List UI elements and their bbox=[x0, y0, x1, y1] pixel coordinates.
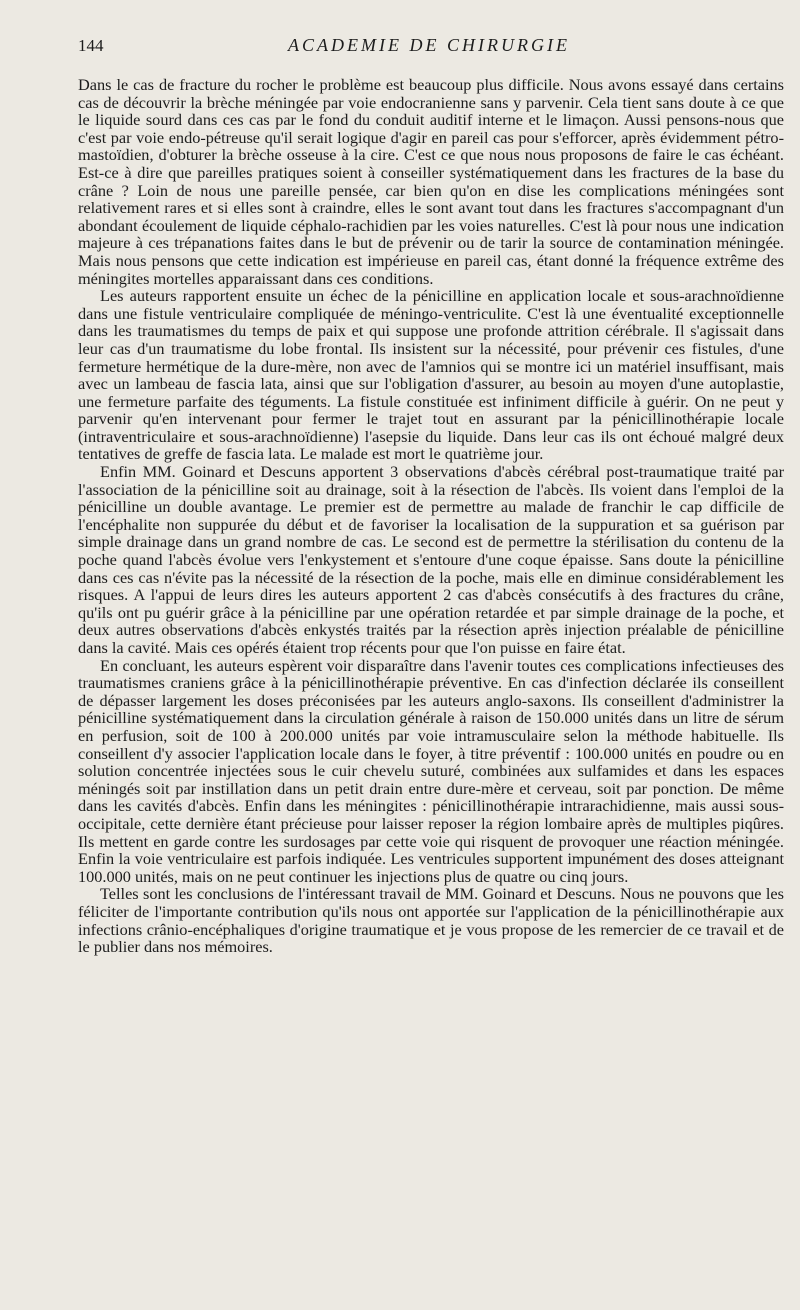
paragraph: Telles sont les conclusions de l'intéressant travail de MM. Goinard et Descuns. Nous ne pouvons que les féliciter de l'importante contribution qu'ils nous ont apportée sur l'application de la pénicillinothérapie aux infections crânio-encéphaliques d'origine traumatique et je vous propose de les remercier de ce travail et de le publier dans nos mémoires. bbox=[78, 884, 784, 957]
paragraph: Les auteurs rapportent ensuite un échec de la pénicilline en application locale et sous-arachnoïdienne dans une fistule ventriculaire compliquée de méningo-ventriculite. C'est là une éventualité exceptionnelle dans les traumatismes du temps de paix et qui suppose une profonde attrition cérébrale. Il s'agissait dans leur cas d'un traumatisme du lobe frontal. Ils insistent sur la nécessité, pour prévenir ces fistules, d'une fermeture hermétique de la dure-mère, non avec de l'amnios qui se montre ici un matériel insuffisant, mais avec un lambeau de fascia lata, ainsi que sur l'obligation d'assurer, au besoin au moyen d'une autoplastie, une fermeture parfaite des téguments. La fistule constituée est infiniment difficile à guérir. On ne peut y parvenir qu'en intervenant pour fermer le trajet tout en assurant par la pénicillinothérapie locale (intraventriculaire et sous-arachnoïdienne) l'asepsie du liquide. Dans leur cas ils ont échoué malgré deux tentatives de greffe de fascia lata. Le malade est mort le quatrième jour. bbox=[78, 286, 784, 464]
paragraph: Enfin MM. Goinard et Descuns apportent 3 observations d'abcès cérébral post-traumatique traité par l'association de la pénicilline soit au drainage, soit à la résection de l'abcès. Ils voient dans l'emploi de la pénicilline un double avantage. Le premier est de permettre au malade de franchir le cap difficile de l'encéphalite non suppurée du début et de favoriser la localisation de la suppuration et sa guérison par simple drainage dans un grand nombre de cas. Le second est de permettre la stérilisation du contenu de la poche quand l'abcès évolue vers l'enkystement et s'entoure d'une coque épaisse. Sans doute la pénicilline dans ces cas n'évite pas la nécessité de la résection de la poche, mais elle en diminue considérablement les risques. A l'appui de leurs dires les auteurs apportent 2 cas d'abcès consécutifs à des fractures du crâne, qu'ils ont pu guérir grâce à la pénicilline par une opération retardée et par simple drainage de la poche, et deux autres observations d'abcès enkystés traités par la résection après injection préalable de pénicilline dans la cavité. Mais ces opérés étaient trop récents pour que l'on puisse en faire état. bbox=[78, 462, 784, 657]
paragraph: En concluant, les auteurs espèrent voir disparaître dans l'avenir toutes ces complications infectieuses des traumatismes craniens grâce à la pénicillinothérapie préventive. En cas d'infection déclarée ils conseillent de dépasser largement les doses préconisées par les auteurs anglo-saxons. Ils conseillent d'administrer la pénicilline systématiquement dans la circulation générale à raison de 150.000 unités dans un litre de sérum en perfusion, soit de 100 à 200.000 unités par voie intramusculaire selon la méthode habituelle. Ils conseillent d'y associer l'application locale dans le foyer, à titre préventif : 100.000 unités en poudre ou en solution concentrée injectées sous le cuir chevelu suturé, combinées aux sulfamides et dans les espaces méningés soit par instillation dans un petit drain entre dure-mère et cerveau, soit par ponction. De même dans les cavités d'abcès. Enfin dans les méningites : pénicillinothérapie intrarachidienne, mais aussi sous-occipitale, cette dernière étant précieuse pour laisser reposer la région lombaire après de multiples piqûres. Ils mettent en garde contre les surdosages par cette voie qui risquent de provoquer une réaction méningée. Enfin la voie ventriculaire est parfois indiquée. Les ventricules supportent impunément des doses atteignant 100.000 unités, mais on ne peut continuer les injections plus de quatre ou cinq jours. bbox=[78, 655, 784, 886]
article-body bbox=[78, 76, 784, 956]
page-number: 144 bbox=[78, 36, 104, 55]
paragraph: Dans le cas de fracture du rocher le problème est beaucoup plus difficile. Nous avons essayé dans certains cas de découvrir la brèche méningée par voie endocranienne sans y parvenir. Cela tient sans doute à ce que le liquide sourd dans ces cas par le fond du conduit auditif interne et le limaçon. Aussi pensons-nous que c'est par voie endo-pétreuse qu'il serait logique d'agir en pareil cas pour s'efforcer, après évidemment pétro-mastoïdien, d'obturer la brèche osseuse à la cire. C'est ce que nous nous proposons de faire le cas échéant. Est-ce à dire que pareilles pratiques soient à conseiller systématiquement dans les fractures de la base du crâne ? Loin de nous une pareille pensée, car bien qu'on en dise les complications méningées sont relativement rares et si elles sont à craindre, elles le sont avant tout dans les fractures s'accompagnant d'un abondant écoulement de liquide céphalo-rachidien par les voies naturelles. C'est là pour nous une indication majeure à ces trépanations faites dans le but de prévenir ou de tarir la source de contamination méningée. Mais nous pensons que cette indication est impérieuse en pareil cas, étant donné la fréquence extrême des méningites mortelles apparaissant dans ces conditions. bbox=[78, 75, 784, 288]
page-header bbox=[78, 36, 780, 60]
running-title: ACADEMIE DE CHIRURGIE bbox=[288, 35, 570, 55]
